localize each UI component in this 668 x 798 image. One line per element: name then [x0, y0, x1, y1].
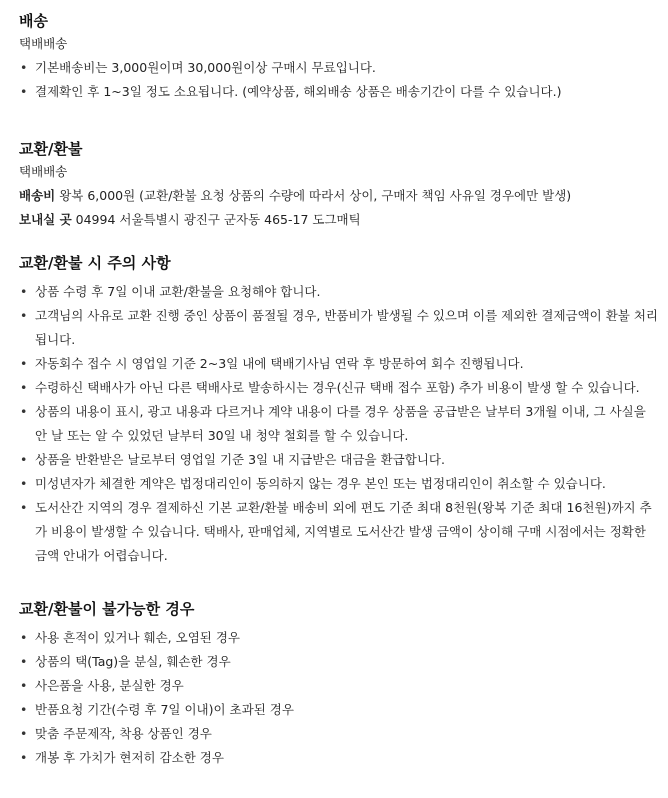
notes-title: 교환/환불 시 주의 사항 — [19, 254, 171, 272]
not-allowed-section — [19, 598, 658, 770]
exchange-address-label: 보내실 곳 — [19, 212, 72, 227]
exchange-fee-value: 왕복 6,000원 (교환/환불 요청 상품의 수량에 따라서 상이, 구매자 책임 사유일 경우에만 발생) — [59, 188, 572, 203]
exchange-section — [19, 138, 658, 232]
not-allowed-list — [19, 626, 658, 770]
list-item: • 수령하신 택배사가 아닌 다른 택배사로 발송하시는 경우(신규 택배 접수 포함) 추가 비용이 발생 할 수 있습니다. — [19, 376, 658, 400]
notes-list — [19, 280, 658, 568]
shipping-list — [19, 56, 658, 104]
list-item: • 결제확인 후 1~3일 정도 소요됩니다. (예약상품, 해외배송 상품은 배송기간이 다를 수 있습니다.) — [19, 80, 658, 104]
list-item: • 기본배송비는 3,000원이며 30,000원이상 구매시 무료입니다. — [19, 56, 658, 80]
exchange-fee — [19, 184, 658, 208]
exchange-address — [19, 208, 658, 232]
list-item: • 상품의 내용이 표시, 광고 내용과 다르거나 계약 내용이 다를 경우 상품을 공급받은 날부터 3개월 이내, 그 사실을 안 날 또는 알 수 있었던 날부터 30일 내 청약 철회를 할 수 있습니다. — [19, 400, 658, 448]
list-item: • 반품요청 기간(수령 후 7일 이내)이 초과된 경우 — [19, 698, 658, 722]
shipping-method: 택배배송 — [19, 36, 68, 51]
not-allowed-title: 교환/환불이 불가능한 경우 — [19, 600, 195, 618]
shipping-section — [19, 10, 658, 104]
list-item: • 자동회수 접수 시 영업일 기준 2~3일 내에 택배기사님 연락 후 방문하여 회수 진행됩니다. — [19, 352, 658, 376]
list-item: • 상품을 반환받은 날로부터 영업일 기준 3일 내 지급받은 대금을 환급합니다. — [19, 448, 658, 472]
list-item: • 사은품을 사용, 분실한 경우 — [19, 674, 658, 698]
list-item: • 고객님의 사유로 교환 진행 중인 상품이 품절될 경우, 반품비가 발생될 수 있으며 이를 제외한 결제금액이 환불 처리됩니다. — [19, 304, 658, 352]
list-item: • 맞춤 주문제작, 착용 상품인 경우 — [19, 722, 658, 746]
exchange-method: 택배배송 — [19, 164, 68, 179]
list-item: • 도서산간 지역의 경우 결제하신 기본 교환/환불 배송비 외에 편도 기준 최대 8천원(왕복 기준 최대 16천원)까지 추가 비용이 발생할 수 있습니다. 택배사, 판매업체, 지역별로 도서산간 발생 금액이 상이해 구매 시점에서는 정확한 금액 안내가 어렵습니다. — [19, 496, 658, 568]
exchange-fee-label: 배송비 — [19, 188, 56, 203]
exchange-address-value: 04994 서울특별시 광진구 군자동 465-17 도그매틱 — [75, 212, 361, 227]
notes-section — [19, 252, 658, 568]
list-item: • 미성년자가 체결한 계약은 법정대리인이 동의하지 않는 경우 본인 또는 법정대리인이 취소할 수 있습니다. — [19, 472, 658, 496]
list-item: • 상품의 택(Tag)을 분실, 훼손한 경우 — [19, 650, 658, 674]
list-item: • 사용 흔적이 있거나 훼손, 오염된 경우 — [19, 626, 658, 650]
list-item: • 상품 수령 후 7일 이내 교환/환불을 요청해야 합니다. — [19, 280, 658, 304]
shipping-title: 배송 — [19, 12, 48, 30]
exchange-title: 교환/환불 — [19, 140, 83, 158]
list-item: • 개봉 후 가치가 현저히 감소한 경우 — [19, 746, 658, 770]
